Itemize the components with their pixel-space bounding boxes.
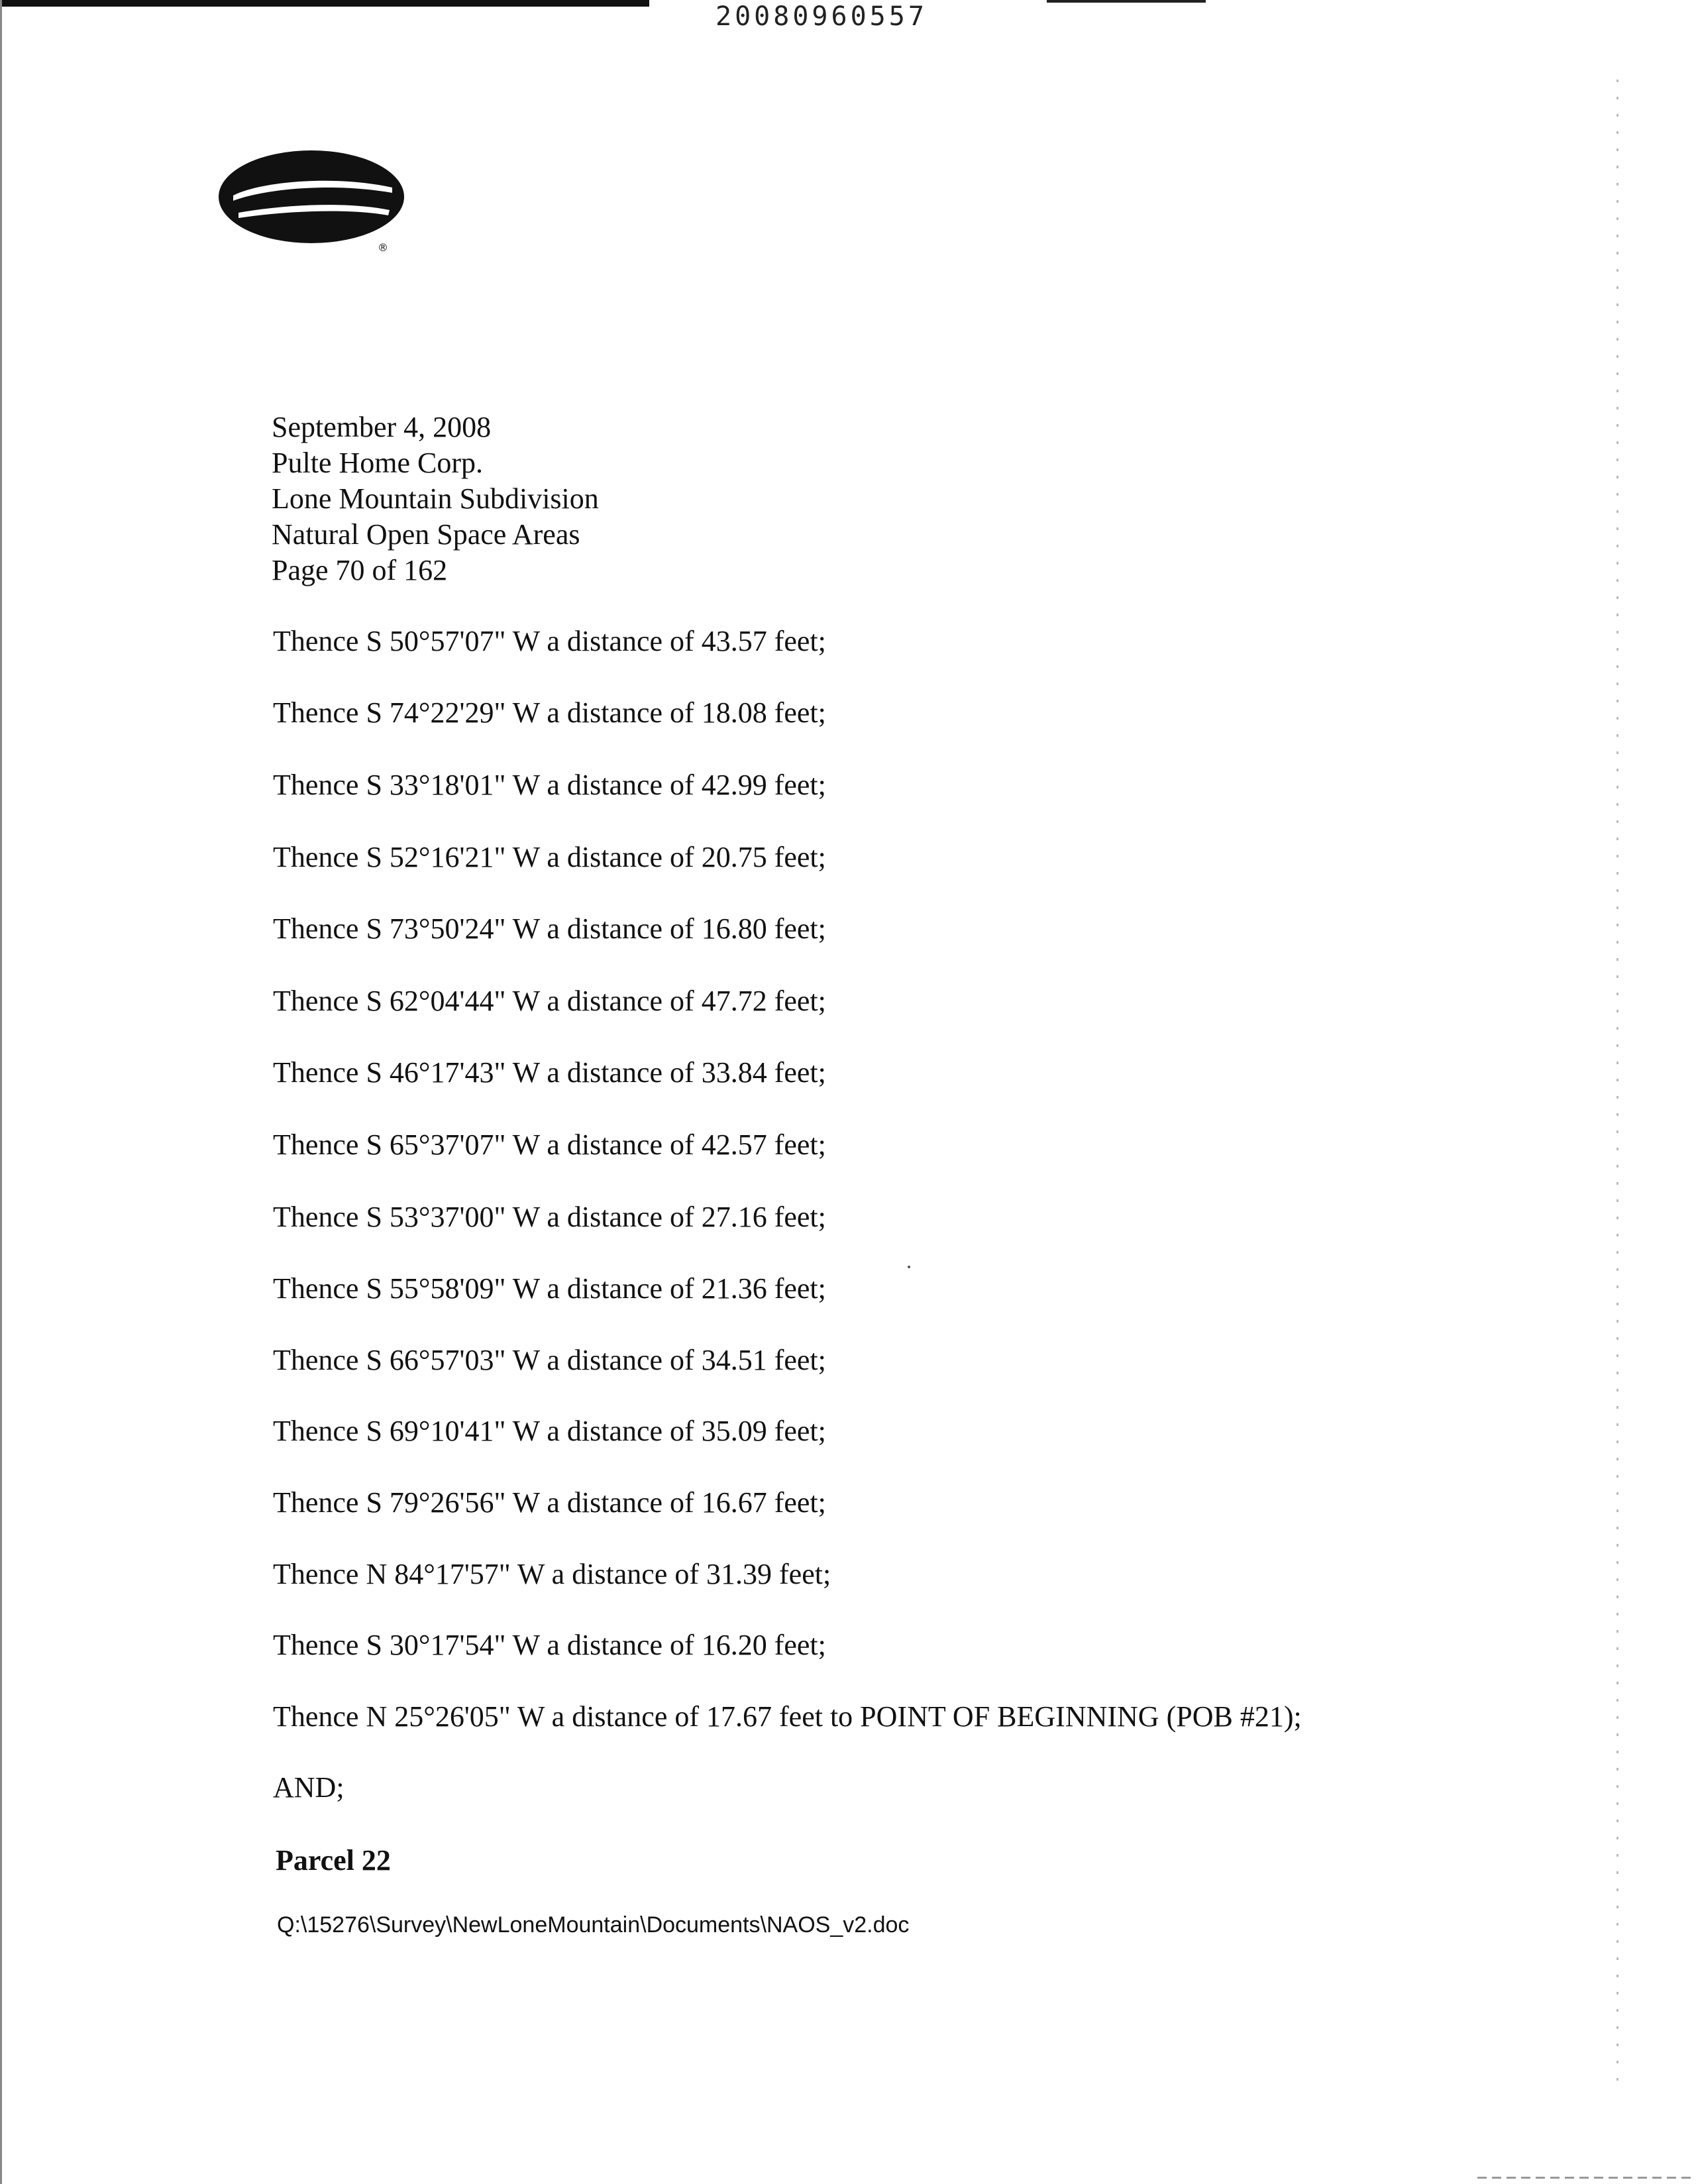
- bearing-call: Thence S 73°50'24" W a distance of 16.80 feet;: [273, 912, 826, 945]
- bearing-call: Thence S 30°17'54" W a distance of 16.20 feet;: [273, 1629, 826, 1661]
- bearing-call: Thence S 52°16'21" W a distance of 20.75 feet;: [273, 841, 826, 873]
- bearing-call: Thence S 55°58'09" W a distance of 21.36 feet;: [273, 1272, 826, 1305]
- bearing-call: Thence S 74°22'29" W a distance of 18.08 feet;: [273, 696, 826, 729]
- recording-document-number: 20080960557: [716, 1, 928, 32]
- parcel-heading: Parcel 22: [276, 1844, 391, 1877]
- bearing-call: Thence S 69°10'41" W a distance of 35.09 feet;: [273, 1415, 826, 1447]
- scan-border-bottom: [1477, 2177, 1696, 2179]
- bearing-call: Thence S 62°04'44" W a distance of 47.72 feet;: [273, 985, 826, 1017]
- file-path-footer: Q:\15276\Survey\NewLoneMountain\Documents\NAOS_v2.doc: [277, 1912, 910, 1938]
- scan-speck: [908, 1266, 910, 1268]
- header-project: Lone Mountain Subdivision: [272, 482, 599, 515]
- letter-header: [272, 410, 599, 588]
- header-page-number: Page 70 of 162: [272, 554, 448, 586]
- stantec-s-logo-icon: [219, 149, 417, 255]
- header-client: Pulte Home Corp.: [272, 447, 483, 479]
- scan-border-top-right: [1047, 0, 1206, 3]
- conjunction-and: AND;: [273, 1771, 344, 1804]
- bearing-call: Thence S 65°37'07" W a distance of 42.57 feet;: [273, 1128, 826, 1161]
- bearing-call-final: Thence N 25°26'05" W a distance of 17.67 feet to POINT OF BEGINNING (POB #21);: [273, 1700, 1302, 1733]
- bearing-call: Thence S 79°26'56" W a distance of 16.67 feet;: [273, 1486, 826, 1519]
- bearing-call: Thence S 33°18'01" W a distance of 42.99 feet;: [273, 769, 826, 801]
- scan-border-top-left: [0, 0, 649, 7]
- bearing-call: Thence S 50°57'07" W a distance of 43.57 feet;: [273, 625, 826, 657]
- bearing-call: Thence N 84°17'57" W a distance of 31.39 feet;: [273, 1558, 831, 1590]
- registered-mark: ®: [378, 241, 388, 254]
- bearing-call: Thence S 53°37'00" W a distance of 27.16 feet;: [273, 1201, 826, 1233]
- header-date: September 4, 2008: [272, 411, 492, 443]
- header-subject: Natural Open Space Areas: [272, 518, 580, 551]
- scan-border-right: [1616, 80, 1618, 2094]
- bearing-call: Thence S 66°57'03" W a distance of 34.51 feet;: [273, 1344, 826, 1376]
- scan-border-left: [0, 0, 2, 2184]
- bearing-call: Thence S 46°17'43" W a distance of 33.84 feet;: [273, 1056, 826, 1089]
